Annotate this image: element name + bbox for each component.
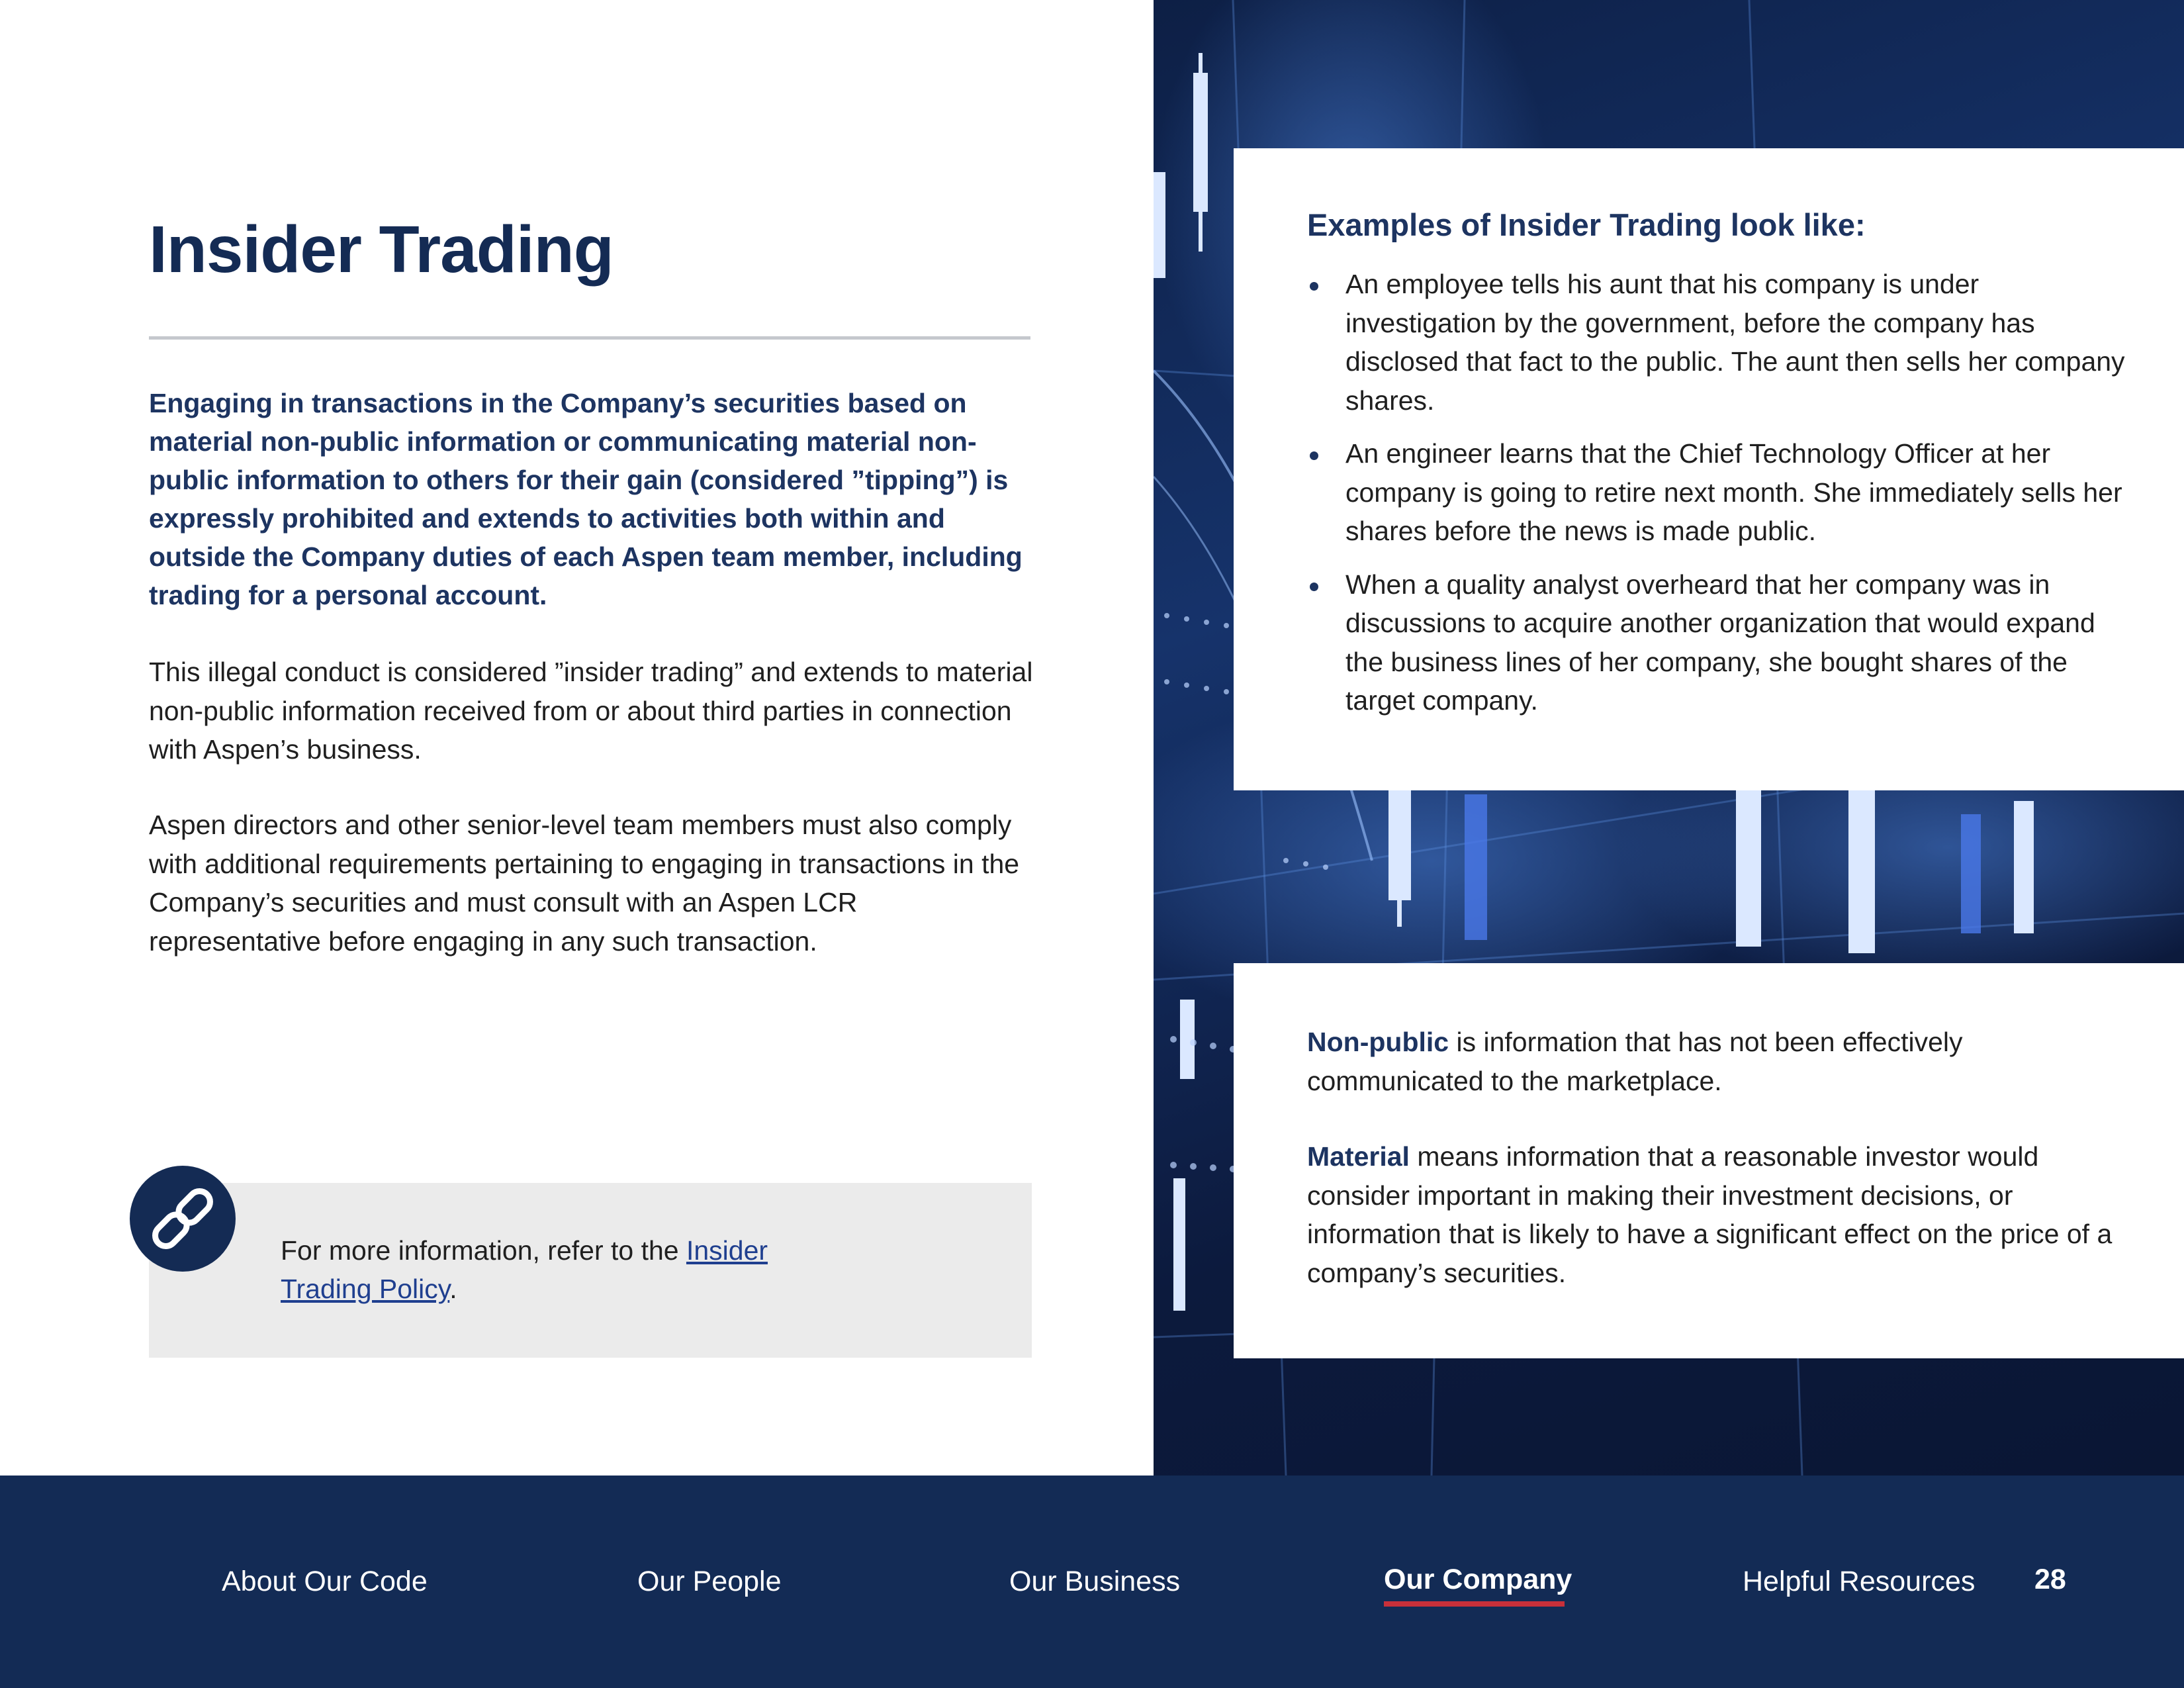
nav-helpful-resources[interactable]: Helpful Resources bbox=[1743, 1566, 1976, 1597]
example-text: When a quality analyst overheard that her company was in discussions to acquire another organization that would expand the business lines of her company, she bought shares of the target company. bbox=[1345, 569, 2095, 716]
term-material: Material bbox=[1307, 1141, 1410, 1172]
page-number: 28 bbox=[2034, 1564, 2066, 1595]
nav-our-company[interactable]: Our Company bbox=[1384, 1564, 1572, 1595]
bullet-icon bbox=[1310, 282, 1318, 291]
link-icon bbox=[130, 1166, 236, 1272]
nav-our-business[interactable]: Our Business bbox=[1009, 1566, 1181, 1597]
definition-non-public bbox=[1307, 1023, 2141, 1100]
body-paragraph-2: Aspen directors and other senior-level team members must also comply with additional requirements pertaining to engaging in transactions in the Company’s securities and must consult with an Aspen LCR representative before engaging in any such transaction. bbox=[149, 810, 1020, 957]
bullet-icon bbox=[1310, 583, 1318, 591]
lead-paragraph: Engaging in transactions in the Company’s securities based on material non-public information or communicating material non-public information to others for their gain (considered ”tipping”) is expressly prohibited and extends to activities both within and outside the Company duties of each Aspen team member, including trading for a personal account. bbox=[149, 388, 1023, 610]
bullet-icon bbox=[1310, 451, 1318, 460]
list-item bbox=[1307, 265, 2128, 420]
nav-about-our-code[interactable]: About Our Code bbox=[222, 1566, 428, 1597]
active-nav-underline bbox=[1384, 1601, 1565, 1607]
definition-text: is information that has not been effectively communicated to the marketplace. bbox=[1307, 1027, 1963, 1096]
page-title: Insider Trading bbox=[149, 212, 614, 287]
definition-text: means information that a reasonable investor would consider important in making their investment decisions, or information that is likely to have a significant effect on the price of a company’s securities. bbox=[1307, 1141, 2113, 1288]
more-info-suffix: . bbox=[449, 1274, 457, 1304]
insider-trading-policy-link[interactable]: Insider Trading Policy bbox=[281, 1235, 768, 1304]
list-item bbox=[1307, 434, 2128, 551]
body-paragraph-1: This illegal conduct is considered ”insider trading” and extends to material non-public information received from or about third parties in connection with Aspen’s business. bbox=[149, 657, 1033, 765]
more-info-prefix: For more information, refer to the bbox=[281, 1235, 686, 1266]
examples-list bbox=[1307, 265, 2128, 735]
definition-material bbox=[1307, 1137, 2141, 1292]
nav-our-people[interactable]: Our People bbox=[637, 1566, 782, 1597]
term-non-public: Non-public bbox=[1307, 1027, 1449, 1057]
example-text: An engineer learns that the Chief Technology Officer at her company is going to retire next month. She immediately sells her shares before the news is made public. bbox=[1345, 438, 2122, 546]
examples-heading: Examples of Insider Trading look like: bbox=[1307, 207, 1866, 242]
list-item bbox=[1307, 565, 2128, 720]
title-divider bbox=[149, 336, 1030, 340]
more-info-text bbox=[281, 1231, 850, 1308]
example-text: An employee tells his aunt that his company is under investigation by the government, before the company has disclosed that fact to the public. The aunt then sells her company shares. bbox=[1345, 269, 2125, 416]
